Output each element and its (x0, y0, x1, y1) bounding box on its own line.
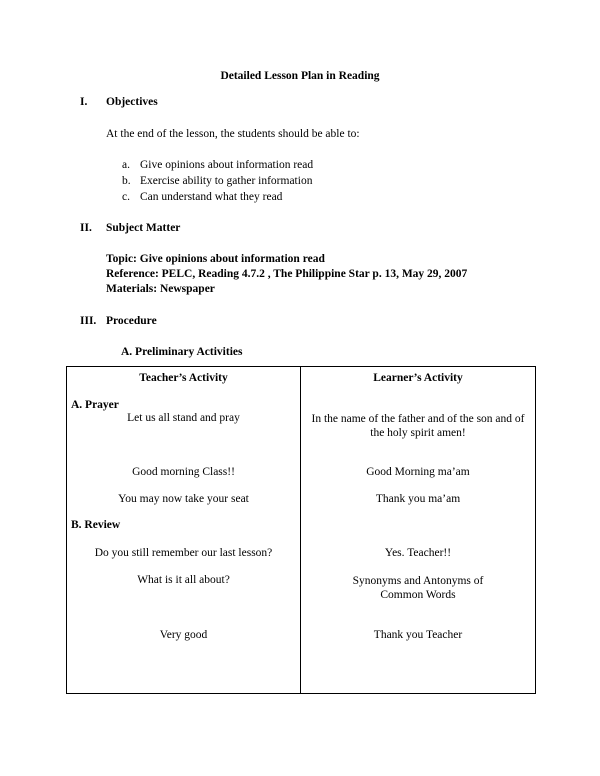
subject-reference: Reference: PELC, Reading 4.7.2 , The Philippine Star p. 13, May 29, 2007 (106, 268, 468, 280)
learner-line: Thank you ma’am (375, 493, 461, 505)
list-item: Give opinions about information read (140, 159, 314, 171)
review-label: B. Review (71, 519, 121, 531)
list-item: Can understand what they read (140, 191, 283, 203)
prayer-label: A. Prayer (71, 399, 119, 411)
learner-line (301, 412, 535, 440)
teacher-line: Very good (159, 629, 208, 641)
teacher-line: Let us all stand and pray (127, 412, 240, 424)
learner-line: Thank you Teacher (373, 629, 463, 641)
teacher-line: You may now take your seat (118, 493, 249, 505)
subject-topic: Topic: Give opinions about information read (106, 253, 325, 265)
activities-table (66, 366, 536, 694)
teacher-line: What is it all about? (137, 574, 230, 586)
learner-line (301, 574, 535, 602)
section-number: I. (80, 96, 88, 108)
subject-materials: Materials: Newspaper (106, 283, 215, 295)
teacher-line: Do you still remember our last lesson? (94, 547, 273, 559)
list-item: Exercise ability to gather information (140, 175, 313, 187)
learner-line-part: Common Words (380, 589, 456, 601)
subsection-heading-preliminary: A. Preliminary Activities (121, 346, 243, 358)
column-header-teacher: Teacher’s Activity (139, 372, 228, 384)
section-heading-procedure: Procedure (106, 315, 157, 327)
column-header-learner: Learner’s Activity (373, 372, 463, 384)
section-number: III. (80, 315, 97, 327)
page-title: Detailed Lesson Plan in Reading (220, 70, 380, 82)
section-number: II. (80, 222, 92, 234)
learner-line-part: In the name of the father and of the son and of (311, 413, 525, 425)
list-item-letter: a. (122, 159, 130, 171)
teacher-line: Good morning Class!! (132, 466, 235, 478)
section-heading-subject-matter: Subject Matter (106, 222, 181, 234)
learner-line: Good Morning ma’am (366, 466, 470, 478)
learner-line-part: Synonyms and Antonyms of (352, 575, 484, 587)
list-item-letter: c. (122, 191, 130, 203)
learner-line: Yes. Teacher!! (384, 547, 452, 559)
learner-line-part: the holy spirit amen! (370, 427, 466, 439)
list-item-letter: b. (122, 175, 131, 187)
objectives-intro: At the end of the lesson, the students should be able to: (106, 128, 360, 140)
section-heading-objectives: Objectives (106, 96, 158, 108)
